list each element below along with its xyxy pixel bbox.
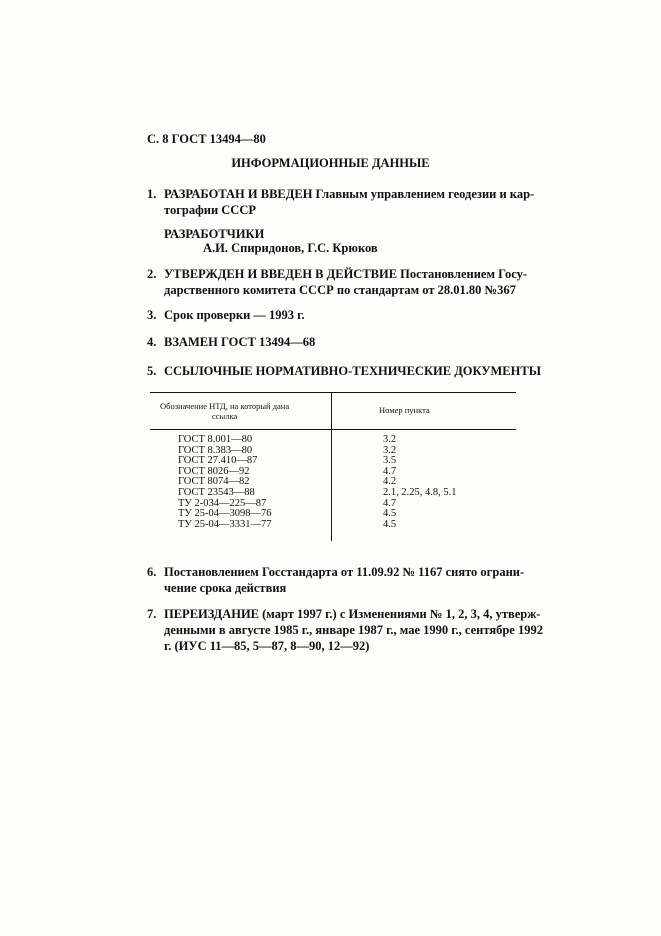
table-cell-item: 3.2 — [383, 434, 397, 445]
table-cell-item: 3.5 — [383, 455, 397, 467]
table-header-doc-line-2: ссылка — [212, 411, 238, 421]
item-3-number: 3. — [147, 308, 157, 322]
item-2-line-1 — [147, 266, 527, 282]
section-title: ИНФОРМАЦИОННЫЕ ДАННЫЕ — [231, 156, 430, 170]
table-header-divider — [150, 429, 516, 430]
table-cell-item: 3.2 — [383, 444, 397, 456]
table-cell-doc: ГОСТ 27.410—87 — [178, 455, 258, 467]
item-7-text-2: денными в августе 1985 г., январе 1987 г., мае 1990 г., сентябре 1992 — [164, 623, 543, 637]
item-2-text-2: дарственного комитета СССР по стандартам от 28.01.80 №367 — [164, 283, 516, 297]
item-2-text-1: УТВЕРЖДЕН И ВВЕДЕН В ДЕЙСТВИЕ Постановлением Госу- — [164, 267, 528, 281]
table-header-item: Номер пункта — [379, 405, 430, 415]
page-header: С. 8 ГОСТ 13494—80 — [147, 132, 266, 146]
developers-names: А.И. Спиридонов, Г.С. Крюков — [203, 241, 378, 255]
item-6-text-1: Постановлением Госстандарта от 11.09.92 № 1167 снято ограни- — [164, 565, 525, 579]
table-cell-item: 4.2 — [383, 476, 397, 488]
table-cell-doc: ТУ 25-04—3098—76 — [178, 508, 272, 520]
item-7-line-1 — [147, 606, 540, 622]
item-3 — [147, 307, 305, 323]
table-cell-item: 4.7 — [383, 497, 397, 509]
item-7-number: 7. — [147, 607, 157, 621]
table-header-doc-line-1: Обозначение НТД, на который дана — [160, 401, 290, 411]
table-cell-doc: ТУ 25-04—3331—77 — [178, 518, 272, 530]
reference-documents-table — [150, 392, 516, 541]
table-cell-doc: ГОСТ 23543—88 — [178, 486, 255, 498]
item-6-text-2: чение срока действия — [164, 581, 287, 595]
item-4 — [147, 334, 315, 350]
table-column-docs — [178, 435, 271, 530]
table-cell-item: 4.5 — [383, 508, 397, 520]
table-cell-item: 4.5 — [383, 518, 397, 530]
item-1-text-2: тографии СССР — [164, 203, 256, 217]
item-1-number: 1. — [147, 187, 157, 201]
table-cell-doc: ТУ 2-034—225—87 — [178, 497, 267, 509]
item-6-line-1 — [147, 564, 524, 580]
item-7-text-3: г. (ИУС 11—85, 5—87, 8—90, 12—92) — [164, 639, 370, 653]
item-3-text: Срок проверки — 1993 г. — [164, 308, 305, 322]
item-2-number: 2. — [147, 267, 157, 281]
table-cell-doc: ГОСТ 8074—82 — [178, 476, 250, 488]
item-7-text-1: ПЕРЕИЗДАНИЕ (март 1997 г.) с Изменениями № 1, 2, 3, 4, утверж- — [164, 607, 541, 621]
item-1-line-1 — [147, 186, 534, 202]
item-6-number: 6. — [147, 565, 157, 579]
table-cell-item: 2.1, 2.25, 4.8, 5.1 — [383, 486, 457, 498]
developers-label: РАЗРАБОТЧИКИ — [164, 227, 265, 241]
table-cell-item: 4.7 — [383, 465, 397, 477]
item-4-number: 4. — [147, 335, 157, 349]
item-1-text-1: РАЗРАБОТАН И ВВЕДЕН Главным управлением геодезии и кар- — [164, 187, 535, 201]
item-5-text: ССЫЛОЧНЫЕ НОРМАТИВНО-ТЕХНИЧЕСКИЕ ДОКУМЕНТЫ — [164, 364, 541, 378]
item-5 — [147, 363, 541, 379]
table-column-divider — [331, 393, 332, 541]
item-4-text: ВЗАМЕН ГОСТ 13494—68 — [164, 335, 316, 349]
item-5-number: 5. — [147, 364, 157, 378]
table-cell-doc: ГОСТ 8.383—80 — [178, 444, 253, 456]
table-cell-doc: ГОСТ 8.001—80 — [178, 434, 253, 445]
table-column-items — [383, 435, 457, 530]
table-cell-doc: ГОСТ 8026—92 — [178, 465, 250, 477]
